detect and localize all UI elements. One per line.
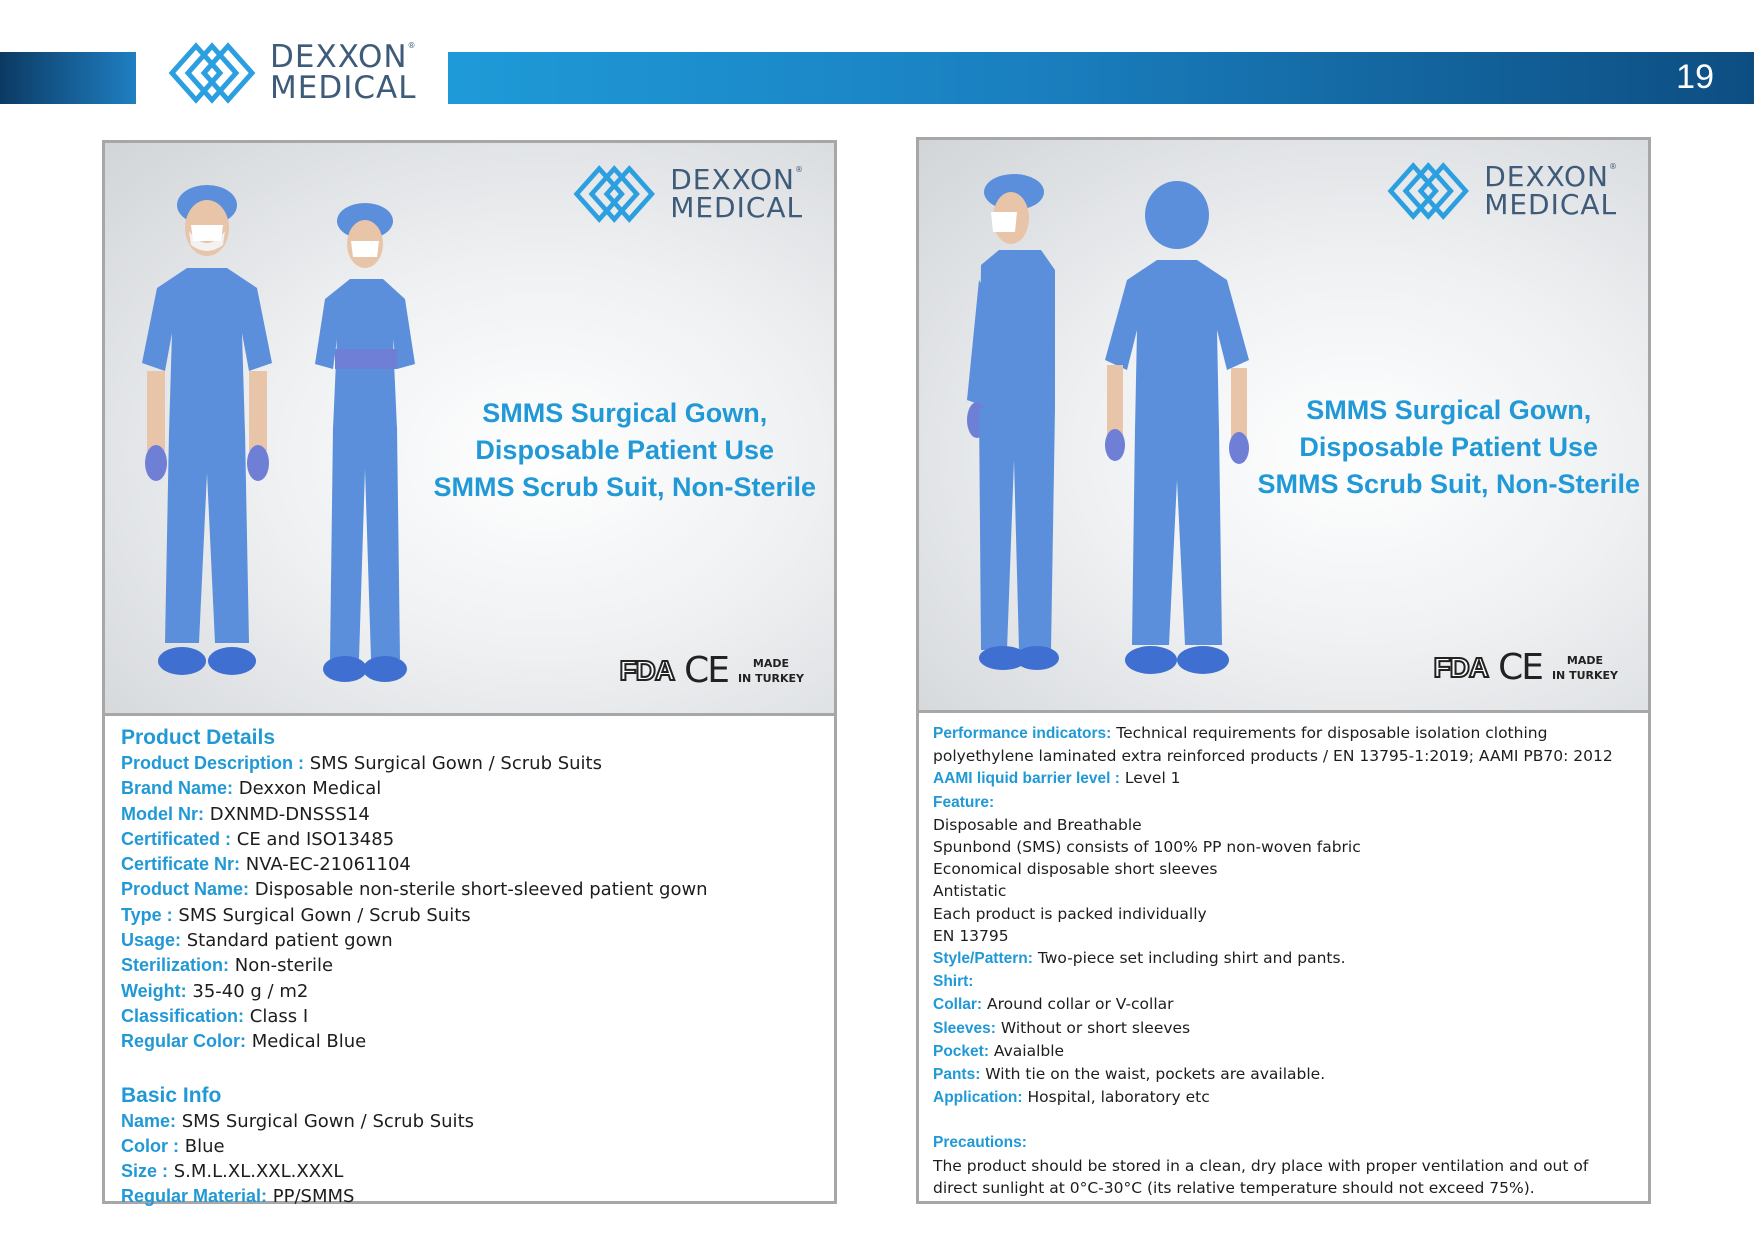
made-in-turkey-mark: MADE IN TURKEY bbox=[1551, 653, 1618, 682]
feature-item: Disposable and Breathable bbox=[933, 815, 1142, 834]
dexxon-logo-icon bbox=[570, 163, 666, 225]
brand-wordmark: DEXXON® MEDICAL bbox=[270, 39, 417, 106]
product-title: SMMS Surgical Gown, Disposable Patient Use SMMS Scrub Suit, Non-Sterile bbox=[433, 398, 816, 502]
detail-row-label: Product Name: bbox=[121, 879, 250, 900]
header-bar-right bbox=[448, 52, 1754, 104]
detail-row bbox=[121, 802, 820, 827]
model-figure-back bbox=[1087, 180, 1267, 680]
pocket-row: Pocket: Avaialble bbox=[933, 1041, 1065, 1060]
detail-row-label: Certificate Nr: bbox=[121, 854, 241, 875]
product-details-section bbox=[121, 725, 820, 1210]
info-row bbox=[121, 1134, 820, 1159]
detail-row bbox=[121, 776, 820, 801]
performance-row-cont: polyethylene laminated extra reinforced products / EN 13795-1:2019; AAMI PB70: 2012 bbox=[933, 747, 1613, 766]
detail-row-value: CE and ISO13485 bbox=[231, 828, 395, 850]
page-number: 19 bbox=[1676, 58, 1714, 96]
detail-row bbox=[121, 928, 820, 953]
feature-item: EN 13795 bbox=[933, 926, 1009, 945]
sleeves-row: Sleeves: Without or short sleeves bbox=[933, 1018, 1191, 1037]
detail-row-label: Sterilization: bbox=[121, 955, 230, 976]
detail-row bbox=[121, 852, 820, 877]
shirt-heading: Shirt: bbox=[933, 973, 974, 991]
detail-row bbox=[121, 979, 820, 1004]
info-row-label: Size : bbox=[121, 1161, 169, 1182]
detail-row-value: 35-40 g / m2 bbox=[186, 980, 309, 1002]
detail-row bbox=[121, 1004, 820, 1029]
model-figure-front-female bbox=[305, 199, 425, 689]
detail-row bbox=[121, 953, 820, 978]
info-row bbox=[121, 1184, 820, 1209]
product-title: SMMS Surgical Gown, Disposable Patient Use SMMS Scrub Suit, Non-Sterile bbox=[1257, 395, 1640, 499]
info-row bbox=[121, 1109, 820, 1134]
detail-row bbox=[121, 751, 820, 776]
detail-row bbox=[121, 903, 820, 928]
info-row-label: Color : bbox=[121, 1135, 179, 1156]
pants-row: Pants: With tie on the waist, pockets are available. bbox=[933, 1065, 1326, 1084]
product-details-heading: Product Details bbox=[121, 726, 276, 749]
detail-row-label: Classification: bbox=[121, 1005, 245, 1026]
detail-row-value: SMS Surgical Gown / Scrub Suits bbox=[172, 904, 471, 926]
feature-item: Economical disposable short sleeves bbox=[933, 860, 1218, 879]
card-logo-right bbox=[1384, 160, 1618, 222]
precautions-heading: Precautions: bbox=[933, 1134, 1027, 1152]
performance-details-section bbox=[933, 722, 1634, 1199]
precautions-line: direct sunlight at 0°C-30°C (its relative temperature should not exceed 75%). bbox=[933, 1178, 1535, 1197]
collar-row: Collar: Around collar or V-collar bbox=[933, 995, 1174, 1014]
info-row-value: S.M.L.XL.XXL.XXXL bbox=[168, 1161, 344, 1183]
card-wordmark: DEXXON® MEDICAL bbox=[670, 163, 804, 224]
detail-row-value: Medical Blue bbox=[246, 1031, 367, 1053]
dexxon-logo-icon bbox=[166, 40, 266, 106]
certification-marks bbox=[1434, 647, 1618, 688]
model-figure-side bbox=[959, 170, 1069, 680]
feature-item: Antistatic bbox=[933, 882, 1007, 901]
detail-row-value: Disposable non-sterile short-sleeved patient gown bbox=[249, 879, 708, 901]
info-row-value: PP/SMMS bbox=[267, 1186, 355, 1208]
application-row: Application: Hospital, laboratory etc bbox=[933, 1088, 1210, 1107]
feature-item: Spunbond (SMS) consists of 100% PP non-woven fabric bbox=[933, 838, 1361, 857]
detail-row-value: SMS Surgical Gown / Scrub Suits bbox=[304, 753, 602, 774]
detail-row-label: Product Description : bbox=[121, 753, 305, 773]
info-row bbox=[121, 1159, 820, 1184]
detail-row-label: Regular Color: bbox=[121, 1031, 247, 1052]
feature-heading: Feature: bbox=[933, 793, 995, 811]
detail-row-value: DXNMD-DNSSS14 bbox=[204, 803, 370, 825]
detail-row-label: Weight: bbox=[121, 980, 187, 1001]
feature-item: Each product is packed individually bbox=[933, 904, 1207, 923]
detail-row bbox=[121, 1029, 820, 1054]
detail-row bbox=[121, 877, 820, 902]
detail-row-label: Usage: bbox=[121, 930, 182, 951]
brand-logo bbox=[166, 40, 417, 106]
card-logo-left bbox=[570, 163, 804, 225]
detail-row-value: Dexxon Medical bbox=[233, 778, 382, 800]
detail-row-label: Type : bbox=[121, 904, 173, 925]
detail-row-label: Brand Name: bbox=[121, 778, 234, 799]
basic-info-heading: Basic Info bbox=[121, 1083, 222, 1107]
detail-row-value: Standard patient gown bbox=[181, 930, 393, 952]
fda-mark: FDA bbox=[1433, 651, 1489, 683]
card-wordmark: DEXXON® MEDICAL bbox=[1484, 160, 1618, 221]
aami-row: AAMI liquid barrier level : Level 1 bbox=[933, 769, 1181, 788]
info-row-label: Regular Material: bbox=[121, 1186, 268, 1207]
dexxon-logo-icon bbox=[1384, 160, 1480, 222]
detail-row bbox=[121, 827, 820, 852]
ce-mark: CE bbox=[1498, 647, 1542, 688]
fda-mark: FDA bbox=[619, 654, 675, 686]
product-card-right bbox=[916, 137, 1651, 1204]
detail-row-value: Non-sterile bbox=[229, 955, 334, 977]
info-row-value: Blue bbox=[179, 1135, 225, 1157]
detail-row-value: Class I bbox=[244, 1005, 309, 1027]
info-row-label: Name: bbox=[121, 1110, 177, 1131]
certification-marks bbox=[620, 650, 804, 691]
product-photo-left bbox=[105, 143, 834, 716]
detail-row-value: NVA-EC-21061104 bbox=[240, 854, 411, 876]
header-bar-left bbox=[0, 52, 136, 104]
style-row: Style/Pattern: Two-piece set including shirt and pants. bbox=[933, 949, 1346, 968]
made-in-turkey-mark: MADE IN TURKEY bbox=[737, 656, 804, 685]
performance-row: Performance indicators: Technical requirements for disposable isolation clothing bbox=[933, 724, 1548, 742]
product-card-left bbox=[102, 140, 837, 1208]
precautions-line: The product should be stored in a clean, dry place with proper ventilation and out of bbox=[933, 1156, 1589, 1175]
ce-mark: CE bbox=[684, 650, 728, 691]
detail-row-label: Certificated : bbox=[121, 828, 232, 849]
detail-row-label: Model Nr: bbox=[121, 803, 204, 824]
model-figure-front-male bbox=[127, 173, 287, 683]
info-row-value: SMS Surgical Gown / Scrub Suits bbox=[176, 1110, 474, 1132]
product-photo-right bbox=[919, 140, 1648, 713]
